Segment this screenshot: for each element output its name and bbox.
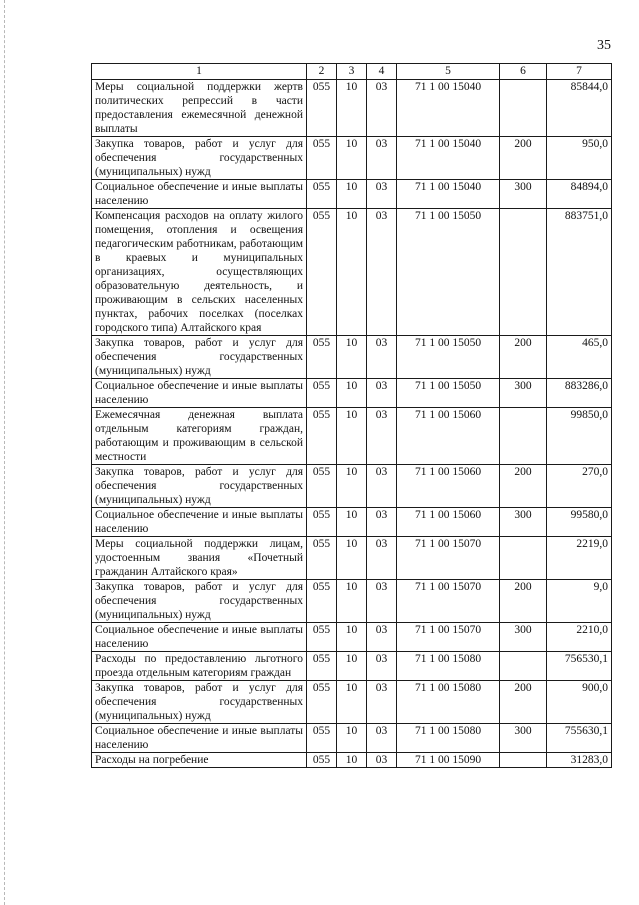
expense-name-cell: Меры социальной поддержки лицам, удостоенным звания «Почетный гражданин Алтайского края» <box>92 537 307 580</box>
header-row <box>92 64 612 80</box>
amount-cell: 756530,1 <box>547 652 612 681</box>
subsection-cell: 03 <box>367 508 397 537</box>
expense-type-cell: 300 <box>500 508 547 537</box>
header-cell: 4 <box>367 64 397 80</box>
amount-cell: 99580,0 <box>547 508 612 537</box>
amount-cell: 755630,1 <box>547 724 612 753</box>
target-code-cell: 71 1 00 15080 <box>397 681 500 724</box>
page-number: 35 <box>597 38 611 53</box>
page-edge-marker <box>4 0 5 905</box>
subsection-cell: 03 <box>367 180 397 209</box>
table-row <box>92 336 612 379</box>
subsection-cell: 03 <box>367 652 397 681</box>
expense-type-cell: 200 <box>500 681 547 724</box>
section-cell: 10 <box>337 508 367 537</box>
admin-code-cell: 055 <box>307 379 337 408</box>
subsection-cell: 03 <box>367 336 397 379</box>
amount-cell: 85844,0 <box>547 80 612 137</box>
table-row <box>92 753 612 768</box>
amount-cell: 270,0 <box>547 465 612 508</box>
table-row <box>92 379 612 408</box>
section-cell: 10 <box>337 623 367 652</box>
expense-name-cell: Ежемесячная денежная выплата отдельным категориям граждан, работающим и проживающим в сельской местности <box>92 408 307 465</box>
expense-type-cell: 300 <box>500 623 547 652</box>
admin-code-cell: 055 <box>307 580 337 623</box>
expense-name-cell: Закупка товаров, работ и услуг для обеспечения государственных (муниципальных) нужд <box>92 336 307 379</box>
expense-name-cell: Социальное обеспечение и иные выплаты населению <box>92 379 307 408</box>
expense-name-cell: Социальное обеспечение и иные выплаты населению <box>92 508 307 537</box>
expense-type-cell <box>500 209 547 336</box>
subsection-cell: 03 <box>367 209 397 336</box>
section-cell: 10 <box>337 209 367 336</box>
admin-code-cell: 055 <box>307 465 337 508</box>
header-cell: 2 <box>307 64 337 80</box>
header-cell: 3 <box>337 64 367 80</box>
amount-cell: 2210,0 <box>547 623 612 652</box>
admin-code-cell: 055 <box>307 80 337 137</box>
amount-cell: 84894,0 <box>547 180 612 209</box>
target-code-cell: 71 1 00 15060 <box>397 465 500 508</box>
subsection-cell: 03 <box>367 465 397 508</box>
section-cell: 10 <box>337 336 367 379</box>
section-cell: 10 <box>337 465 367 508</box>
section-cell: 10 <box>337 80 367 137</box>
expense-name-cell: Закупка товаров, работ и услуг для обеспечения государственных (муниципальных) нужд <box>92 137 307 180</box>
admin-code-cell: 055 <box>307 508 337 537</box>
expense-type-cell: 300 <box>500 180 547 209</box>
subsection-cell: 03 <box>367 379 397 408</box>
expense-name-cell: Компенсация расходов на оплату жилого помещения, отопления и освещения педагогическим работникам, работающим в краевых и муниципальных организациях, осуществляющих образовательную деятельность, и проживающим в сельских населенных пунктах, рабочих поселках (поселках городского типа) Алтайского края <box>92 209 307 336</box>
target-code-cell: 71 1 00 15090 <box>397 753 500 768</box>
section-cell: 10 <box>337 724 367 753</box>
admin-code-cell: 055 <box>307 537 337 580</box>
admin-code-cell: 055 <box>307 652 337 681</box>
subsection-cell: 03 <box>367 580 397 623</box>
admin-code-cell: 055 <box>307 408 337 465</box>
expense-type-cell: 300 <box>500 379 547 408</box>
admin-code-cell: 055 <box>307 681 337 724</box>
expense-type-cell <box>500 80 547 137</box>
expense-name-cell: Социальное обеспечение и иные выплаты населению <box>92 180 307 209</box>
header-cell: 5 <box>397 64 500 80</box>
table-row <box>92 508 612 537</box>
target-code-cell: 71 1 00 15070 <box>397 537 500 580</box>
amount-cell: 2219,0 <box>547 537 612 580</box>
amount-cell: 9,0 <box>547 580 612 623</box>
admin-code-cell: 055 <box>307 137 337 180</box>
target-code-cell: 71 1 00 15070 <box>397 623 500 652</box>
admin-code-cell: 055 <box>307 724 337 753</box>
target-code-cell: 71 1 00 15080 <box>397 652 500 681</box>
admin-code-cell: 055 <box>307 180 337 209</box>
section-cell: 10 <box>337 180 367 209</box>
expense-type-cell <box>500 753 547 768</box>
expense-type-cell: 200 <box>500 580 547 623</box>
target-code-cell: 71 1 00 15050 <box>397 209 500 336</box>
amount-cell: 883751,0 <box>547 209 612 336</box>
amount-cell: 31283,0 <box>547 753 612 768</box>
target-code-cell: 71 1 00 15040 <box>397 137 500 180</box>
table-row <box>92 408 612 465</box>
section-cell: 10 <box>337 137 367 180</box>
subsection-cell: 03 <box>367 80 397 137</box>
target-code-cell: 71 1 00 15070 <box>397 580 500 623</box>
admin-code-cell: 055 <box>307 209 337 336</box>
expense-name-cell: Закупка товаров, работ и услуг для обеспечения государственных (муниципальных) нужд <box>92 580 307 623</box>
table-row <box>92 537 612 580</box>
section-cell: 10 <box>337 652 367 681</box>
table-row <box>92 80 612 137</box>
subsection-cell: 03 <box>367 408 397 465</box>
subsection-cell: 03 <box>367 681 397 724</box>
subsection-cell: 03 <box>367 724 397 753</box>
expense-name-cell: Меры социальной поддержки жертв политических репрессий в части предоставления ежемесячной денежной выплаты <box>92 80 307 137</box>
table-row <box>92 209 612 336</box>
admin-code-cell: 055 <box>307 623 337 652</box>
header-cell: 1 <box>92 64 307 80</box>
expense-name-cell: Закупка товаров, работ и услуг для обеспечения государственных (муниципальных) нужд <box>92 465 307 508</box>
expense-name-cell: Расходы на погребение <box>92 753 307 768</box>
amount-cell: 900,0 <box>547 681 612 724</box>
section-cell: 10 <box>337 580 367 623</box>
amount-cell: 465,0 <box>547 336 612 379</box>
header-cell: 7 <box>547 64 612 80</box>
target-code-cell: 71 1 00 15040 <box>397 80 500 137</box>
expense-type-cell: 200 <box>500 336 547 379</box>
target-code-cell: 71 1 00 15050 <box>397 379 500 408</box>
amount-cell: 99850,0 <box>547 408 612 465</box>
expense-type-cell: 200 <box>500 465 547 508</box>
target-code-cell: 71 1 00 15050 <box>397 336 500 379</box>
budget-table <box>91 63 612 768</box>
header-cell: 6 <box>500 64 547 80</box>
expense-name-cell: Социальное обеспечение и иные выплаты населению <box>92 724 307 753</box>
subsection-cell: 03 <box>367 623 397 652</box>
subsection-cell: 03 <box>367 137 397 180</box>
subsection-cell: 03 <box>367 537 397 580</box>
table-row <box>92 724 612 753</box>
table-row <box>92 652 612 681</box>
expense-type-cell: 200 <box>500 137 547 180</box>
amount-cell: 950,0 <box>547 137 612 180</box>
target-code-cell: 71 1 00 15060 <box>397 408 500 465</box>
table-row <box>92 137 612 180</box>
admin-code-cell: 055 <box>307 753 337 768</box>
expense-type-cell <box>500 537 547 580</box>
table-row <box>92 681 612 724</box>
table-body <box>92 64 612 768</box>
target-code-cell: 71 1 00 15080 <box>397 724 500 753</box>
admin-code-cell: 055 <box>307 336 337 379</box>
target-code-cell: 71 1 00 15040 <box>397 180 500 209</box>
section-cell: 10 <box>337 681 367 724</box>
section-cell: 10 <box>337 379 367 408</box>
expense-type-cell <box>500 408 547 465</box>
table-row <box>92 580 612 623</box>
expense-name-cell: Закупка товаров, работ и услуг для обеспечения государственных (муниципальных) нужд <box>92 681 307 724</box>
table-row <box>92 623 612 652</box>
target-code-cell: 71 1 00 15060 <box>397 508 500 537</box>
expense-name-cell: Расходы по предоставлению льготного проезда отдельным категориям граждан <box>92 652 307 681</box>
table-row <box>92 465 612 508</box>
subsection-cell: 03 <box>367 753 397 768</box>
expense-name-cell: Социальное обеспечение и иные выплаты населению <box>92 623 307 652</box>
expense-type-cell: 300 <box>500 724 547 753</box>
section-cell: 10 <box>337 753 367 768</box>
table-row <box>92 180 612 209</box>
section-cell: 10 <box>337 408 367 465</box>
section-cell: 10 <box>337 537 367 580</box>
amount-cell: 883286,0 <box>547 379 612 408</box>
expense-type-cell <box>500 652 547 681</box>
